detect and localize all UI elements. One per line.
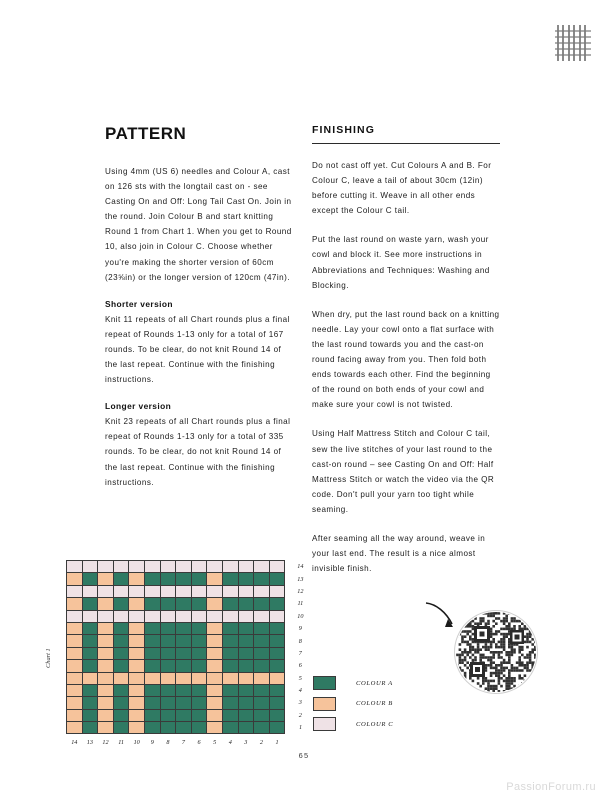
finishing-paragraph-3: When dry, put the last round back on a knitting needle. Lay your cowl onto a flat surface with the last round towards you and the cast-on round facing away from you. Then fold both ends towards each other. Find the beginning of the round on both ends of your cowl and make sure your cowl is not twisted. [312, 309, 500, 410]
chart-cell-colour-a [160, 573, 176, 585]
chart-cell-colour-a [222, 598, 238, 610]
chart-row [67, 635, 310, 647]
chart-cell-colour-c [269, 585, 285, 597]
chart-cell-colour-b [176, 672, 192, 684]
chart-column-label: 7 [181, 738, 185, 746]
legend-swatch-b [313, 697, 336, 711]
chart-cell-colour-b [67, 622, 83, 634]
chart-cell-colour-a [176, 684, 192, 696]
chart-cell-colour-a [160, 622, 176, 634]
chart-cell-colour-b [191, 672, 207, 684]
chart-cell-colour-a [191, 598, 207, 610]
chart-cell-colour-b [144, 672, 160, 684]
chart-row [67, 585, 310, 597]
chart-cell-colour-a [160, 709, 176, 721]
chart-cell-colour-a [191, 635, 207, 647]
chart-cell-colour-b [98, 647, 114, 659]
chart-column-label-row [67, 734, 310, 751]
chart-cell-colour-a [144, 660, 160, 672]
chart-cell-colour-b [98, 722, 114, 734]
chart-cell-colour-c [254, 561, 270, 573]
chart-cell-colour-b [98, 709, 114, 721]
chart-cell-colour-c [176, 610, 192, 622]
chart-cell-colour-b [98, 598, 114, 610]
chart-cell-colour-b [67, 709, 83, 721]
chart-cell-colour-c [67, 585, 83, 597]
chart-cell-colour-a [82, 647, 98, 659]
legend-item-a [313, 676, 393, 690]
chart-cell-colour-c [144, 585, 160, 597]
chart-cell-colour-a [82, 722, 98, 734]
chart-cell-colour-a [113, 598, 129, 610]
chart-cell-colour-a [269, 660, 285, 672]
chart-cell-colour-c [129, 610, 145, 622]
chart-column-label: 10 [133, 738, 140, 746]
chart-cell-colour-a [269, 709, 285, 721]
chart-cell-colour-a [82, 684, 98, 696]
chart-cell-colour-b [98, 672, 114, 684]
chart-row-label: 1 [299, 724, 303, 732]
chart-cell-colour-b [207, 709, 223, 721]
chart-cell-colour-a [144, 684, 160, 696]
chart-cell-colour-c [176, 561, 192, 573]
shorter-version-heading: Shorter version [105, 298, 173, 309]
chart-cell-colour-a [222, 635, 238, 647]
chart-column-label: 4 [228, 738, 232, 746]
chart-row [67, 697, 310, 709]
knitting-chart [66, 560, 310, 750]
chart-cell-colour-b [98, 622, 114, 634]
chart-cell-colour-c [222, 610, 238, 622]
chart-row-label: 8 [298, 637, 302, 645]
chart-cell-colour-c [191, 561, 207, 573]
chart-corner-spacer [285, 734, 310, 751]
chart-cell-colour-a [82, 660, 98, 672]
chart-cell-colour-b [207, 684, 223, 696]
chart-cell-colour-c [160, 610, 176, 622]
chart-column-label: 14 [71, 738, 78, 746]
chart-row [67, 722, 310, 734]
chart-cell-colour-a [222, 697, 238, 709]
chart-cell-colour-a [113, 647, 129, 659]
chart-cell-colour-a [222, 684, 238, 696]
chart-column-label: 1 [275, 738, 279, 746]
legend-label: COLOUR A [356, 679, 393, 687]
chart-cell-colour-c [67, 561, 83, 573]
chart-cell-colour-a [160, 647, 176, 659]
chart-cell-colour-c [67, 610, 83, 622]
chart-cell-colour-b [207, 647, 223, 659]
chart-cell-colour-c [238, 610, 254, 622]
chart-cell-colour-a [222, 622, 238, 634]
chart-cell-colour-b [98, 635, 114, 647]
chart-cell-colour-b [67, 697, 83, 709]
chart-cell-colour-a [176, 598, 192, 610]
chart-cell-colour-a [238, 622, 254, 634]
chart-cell-colour-c [269, 610, 285, 622]
chart-cell-colour-a [113, 573, 129, 585]
chart-row [67, 709, 310, 721]
chart-cell-colour-b [129, 722, 145, 734]
chart-cell-colour-a [176, 722, 192, 734]
finishing-paragraph-2: Put the last round on waste yarn, wash your cowl and block it. See more instructions in Abbreviations and Techniques: Washing and Blocking. [312, 235, 490, 290]
chart-cell-colour-a [222, 647, 238, 659]
chart-cell-colour-a [144, 573, 160, 585]
chart-cell-colour-a [144, 622, 160, 634]
chart-cell-colour-a [113, 709, 129, 721]
chart-cell-colour-a [238, 598, 254, 610]
chart-cell-colour-c [98, 610, 114, 622]
chart-cell-colour-a [82, 635, 98, 647]
chart-cell-colour-a [269, 622, 285, 634]
chart-cell-colour-b [238, 672, 254, 684]
chart-row-label: 2 [298, 711, 302, 719]
legend-label: COLOUR C [356, 720, 394, 728]
chart-row [67, 647, 310, 659]
chart-cell-colour-c [82, 610, 98, 622]
chart-cell-colour-a [82, 598, 98, 610]
chart-cell-colour-a [160, 635, 176, 647]
chart-cell-colour-b [207, 697, 223, 709]
chart-cell-colour-a [144, 722, 160, 734]
chart-row-label: 4 [298, 687, 302, 695]
chart-column-label: 8 [166, 738, 170, 746]
legend-label: COLOUR B [356, 700, 393, 707]
chart-row [67, 684, 310, 696]
chart-cell-colour-b [254, 672, 270, 684]
chart-cell-colour-b [269, 672, 285, 684]
chart-row-label: 7 [298, 649, 302, 657]
chart-cell-colour-a [82, 697, 98, 709]
chart-row-label: 14 [297, 563, 304, 571]
chart-cell-colour-c [207, 610, 223, 622]
chart-cell-colour-a [238, 647, 254, 659]
chart-cell-colour-b [67, 722, 83, 734]
chart-cell-colour-c [207, 561, 223, 573]
chart-cell-colour-b [129, 660, 145, 672]
chart-cell-colour-a [254, 598, 270, 610]
chart-cell-colour-a [269, 697, 285, 709]
chart-row-label: 5 [298, 674, 302, 682]
chart-cell-colour-a [254, 684, 270, 696]
chart-cell-colour-a [238, 660, 254, 672]
chart-cell-colour-c [160, 561, 176, 573]
chart-cell-colour-a [191, 709, 207, 721]
chart-row [67, 573, 310, 585]
pattern-intro-text: Using 4mm (US 6) needles and Colour A, cast on 126 sts with the longtail cast on - see Casting On and Off: Long Tail Cast On. Join in the round. Join Colour B and start knitting Round 1 from Chart 1. When you get to Round 10, also join in Colour C. Choose whether you're making the shorter version of 60cm (23⅝in) or the longer version of 120cm (47in). [105, 167, 292, 282]
chart-column-label: 5 [213, 738, 217, 746]
chart-cell-colour-a [238, 697, 254, 709]
chart-cell-colour-a [222, 722, 238, 734]
chart-cell-colour-b [222, 672, 238, 684]
chart-cell-colour-b [98, 660, 114, 672]
woven-grid-motif [552, 22, 594, 64]
chart-cell-colour-b [67, 635, 83, 647]
chart-cell-colour-c [191, 610, 207, 622]
chart-cell-colour-b [160, 672, 176, 684]
chart-row [67, 672, 310, 684]
chart-column-label: 12 [102, 738, 109, 746]
legend-item-c [313, 717, 393, 731]
chart-cell-colour-a [269, 598, 285, 610]
chart-cell-colour-c [254, 610, 270, 622]
chart-cell-colour-b [98, 697, 114, 709]
chart-cell-colour-a [254, 722, 270, 734]
chart-cell-colour-c [222, 585, 238, 597]
chart-cell-colour-b [67, 684, 83, 696]
chart-cell-colour-a [82, 573, 98, 585]
chart-cell-colour-b [129, 709, 145, 721]
chart-cell-colour-a [269, 573, 285, 585]
chart-cell-colour-b [207, 573, 223, 585]
chart-cell-colour-c [238, 585, 254, 597]
chart-cell-colour-a [176, 660, 192, 672]
chart-cell-colour-a [222, 573, 238, 585]
chart-cell-colour-a [238, 635, 254, 647]
chart-cell-colour-c [113, 585, 129, 597]
chart-cell-colour-b [98, 684, 114, 696]
chart-cell-colour-a [160, 598, 176, 610]
chart-cell-colour-a [144, 635, 160, 647]
chart-cell-colour-a [144, 647, 160, 659]
chart-row [67, 660, 310, 672]
chart-row-label: 6 [298, 662, 302, 670]
chart-cell-colour-a [269, 635, 285, 647]
finishing-paragraph-4: Using Half Mattress Stitch and Colour C tail, sew the live stitches of your last round to the cast-on round – see Casting On and Off: Half Mattress Stitch or watch the video via the QR code. Don't pull your yarn too tight while seaming. [312, 429, 495, 514]
legend-swatch-a [313, 676, 336, 690]
chart-cell-colour-b [129, 672, 145, 684]
chart-cell-colour-c [129, 585, 145, 597]
chart-cell-colour-a [191, 660, 207, 672]
chart-row [67, 610, 310, 622]
chart-cell-colour-a [269, 722, 285, 734]
chart-cell-colour-a [113, 660, 129, 672]
chart-cell-colour-b [207, 722, 223, 734]
chart-cell-colour-a [176, 635, 192, 647]
chart-column-label: 9 [150, 738, 154, 746]
qr-code-video-link[interactable] [452, 608, 540, 696]
chart-cell-colour-a [113, 622, 129, 634]
chart-cell-colour-a [82, 709, 98, 721]
chart-cell-colour-b [67, 573, 83, 585]
chart-cell-colour-a [176, 573, 192, 585]
chart-cell-colour-b [129, 573, 145, 585]
chart-cell-colour-a [176, 622, 192, 634]
finishing-paragraph-1: Do not cast off yet. Cut Colours A and B. For Colour C, leave a tail of about 30cm (12in) before cutting it. Weave in all other ends except the Colour C tail. [312, 161, 492, 216]
finishing-heading: FINISHING [312, 124, 375, 136]
longer-version-text: Knit 23 repeats of all Chart rounds plus a final repeat of Rounds 1-13 only for a total of 335 rounds. To be clear, do not knit Round 14 of the last repeat. Continue with the finishing instructions. [105, 417, 291, 487]
chart-cell-colour-a [82, 622, 98, 634]
chart-cell-colour-a [254, 647, 270, 659]
chart-cell-colour-a [254, 573, 270, 585]
chart-cell-colour-a [254, 709, 270, 721]
finishing-divider [312, 143, 500, 144]
longer-version-heading: Longer version [105, 401, 172, 412]
finishing-column [312, 124, 500, 576]
chart-cell-colour-b [207, 598, 223, 610]
chart-cell-colour-a [222, 709, 238, 721]
chart-cell-colour-a [254, 622, 270, 634]
chart-cell-colour-b [129, 647, 145, 659]
chart-cell-colour-a [191, 647, 207, 659]
pattern-heading: PATTERN [105, 124, 187, 143]
chart-cell-colour-a [191, 573, 207, 585]
chart-cell-colour-b [67, 598, 83, 610]
chart-cell-colour-b [67, 647, 83, 659]
chart-cell-colour-a [144, 697, 160, 709]
chart-row [67, 622, 310, 634]
chart-cell-colour-c [98, 585, 114, 597]
chart-cell-colour-a [160, 684, 176, 696]
chart-cell-colour-a [191, 722, 207, 734]
chart-row-label: 3 [298, 699, 302, 707]
finishing-paragraph-5: After seaming all the way around, weave in your last end. The result is a nice almost invisible finish. [312, 533, 486, 574]
chart-column-label: 11 [118, 738, 124, 746]
chart-cell-colour-a [269, 647, 285, 659]
chart-cell-colour-c [82, 585, 98, 597]
chart-row-label: 9 [298, 625, 302, 633]
chart-cell-colour-c [113, 561, 129, 573]
chart-cell-colour-a [269, 684, 285, 696]
site-watermark: PassionForum.ru [506, 781, 596, 793]
chart-cell-colour-c [222, 561, 238, 573]
chart-cell-colour-b [129, 697, 145, 709]
chart-cell-colour-c [98, 561, 114, 573]
chart-cell-colour-c [238, 561, 254, 573]
chart-cell-colour-a [113, 635, 129, 647]
chart-cell-colour-a [238, 709, 254, 721]
chart-cell-colour-a [160, 660, 176, 672]
chart-cell-colour-b [67, 660, 83, 672]
chart-cell-colour-b [129, 684, 145, 696]
chart-caption: Chart 1 [45, 648, 52, 668]
chart-cell-colour-a [238, 722, 254, 734]
chart-column-label: 13 [86, 738, 93, 746]
chart-cell-colour-c [144, 561, 160, 573]
chart-cell-colour-a [222, 660, 238, 672]
chart-cell-colour-c [269, 561, 285, 573]
chart-cell-colour-b [207, 660, 223, 672]
chart-cell-colour-a [113, 684, 129, 696]
chart-cell-colour-a [160, 722, 176, 734]
chart-cell-colour-a [254, 635, 270, 647]
chart-row-label: 12 [297, 587, 304, 595]
chart-cell-colour-c [254, 585, 270, 597]
chart-cell-colour-c [82, 561, 98, 573]
chart-cell-colour-a [238, 573, 254, 585]
chart-cell-colour-c [207, 585, 223, 597]
chart-legend [313, 676, 393, 738]
chart-cell-colour-b [129, 635, 145, 647]
chart-column-label: 3 [244, 738, 248, 746]
chart-cell-colour-a [191, 684, 207, 696]
chart-cell-colour-c [113, 610, 129, 622]
legend-swatch-c [313, 717, 336, 731]
chart-cell-colour-a [191, 697, 207, 709]
chart-cell-colour-b [67, 672, 83, 684]
chart-cell-colour-c [144, 610, 160, 622]
chart-cell-colour-b [82, 672, 98, 684]
pattern-column [105, 124, 293, 490]
chart-cell-colour-a [176, 697, 192, 709]
chart-column-label: 2 [259, 738, 263, 746]
chart-cell-colour-b [129, 622, 145, 634]
chart-cell-colour-c [129, 561, 145, 573]
chart-cell-colour-a [238, 684, 254, 696]
chart-cell-colour-a [176, 709, 192, 721]
chart-cell-colour-a [144, 598, 160, 610]
chart-row-label: 13 [297, 575, 304, 583]
chart-cell-colour-a [160, 697, 176, 709]
chart-cell-colour-a [176, 647, 192, 659]
chart-row [67, 598, 310, 610]
chart-row [67, 561, 310, 573]
chart-cell-colour-a [254, 697, 270, 709]
chart-cell-colour-b [113, 672, 129, 684]
chart-row-label: 11 [297, 600, 304, 608]
page-number: 65 [298, 751, 310, 760]
chart-cell-colour-c [191, 585, 207, 597]
chart-cell-colour-a [144, 709, 160, 721]
chart-cell-colour-b [129, 598, 145, 610]
chart-cell-colour-a [113, 722, 129, 734]
chart-cell-colour-c [160, 585, 176, 597]
chart-column-label: 6 [197, 738, 201, 746]
legend-item-b [313, 697, 393, 711]
chart-cell-colour-b [207, 672, 223, 684]
chart-cell-colour-a [191, 622, 207, 634]
chart-cell-colour-b [207, 635, 223, 647]
chart-cell-colour-a [254, 660, 270, 672]
chart-grid [66, 560, 310, 750]
chart-cell-colour-b [98, 573, 114, 585]
chart-cell-colour-c [176, 585, 192, 597]
chart-row-label: 10 [297, 612, 304, 620]
shorter-version-text: Knit 11 repeats of all Chart rounds plus a final repeat of Rounds 1-13 only for a total of 167 rounds. To be clear, do not knit Round 14 of the last repeat. Continue with the finishing instructions. [105, 314, 290, 385]
chart-cell-colour-a [113, 697, 129, 709]
chart-cell-colour-b [207, 622, 223, 634]
